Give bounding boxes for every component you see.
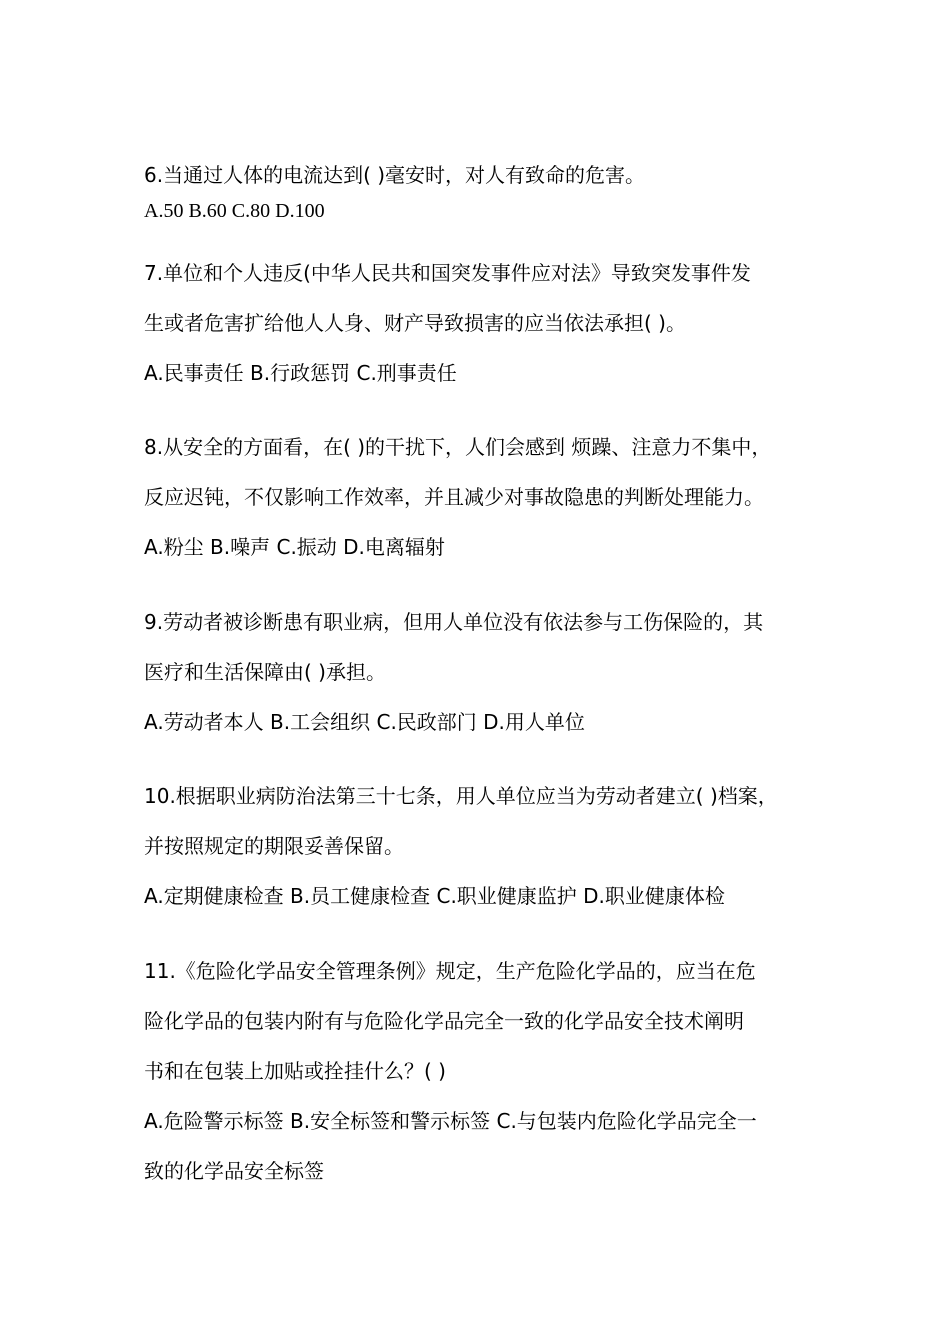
- question-options-line: A.50 B.60 C.80 D.100: [144, 200, 325, 222]
- question-options-line: A.劳动者本人 B.工会组织 C.民政部门 D.用人单位: [144, 710, 585, 734]
- question-11: [144, 946, 757, 1196]
- question-options-line: A.危险警示标签 B.安全标签和警示标签 C.与包装内危险化学品完全一: [144, 1109, 757, 1133]
- question-options-line: A.粉尘 B.噪声 C.振动 D.电离辐射: [144, 535, 445, 559]
- question-text-line: 并按照规定的期限妥善保留。: [144, 834, 404, 858]
- question-options-line: A.定期健康检查 B.员工健康检查 C.职业健康监护 D.职业健康体检: [144, 884, 725, 908]
- question-text-line: 7.单位和个人违反(中华人民共和国突发事件应对法》导致突发事件发: [144, 261, 751, 285]
- question-text-line: 10.根据职业病防治法第三十七条，用人单位应当为劳动者建立( )档案，: [144, 784, 778, 808]
- question-8: [144, 422, 771, 572]
- question-text-line: 反应迟钝，不仅影响工作效率，并且减少对事故隐患的判断处理能力。: [144, 485, 764, 509]
- question-text-line: 11.《危险化学品安全管理条例》规定，生产危险化学品的，应当在危: [144, 959, 756, 983]
- question-text-line: 险化学品的包装内附有与危险化学品完全一致的化学品安全技术阐明: [144, 1009, 744, 1033]
- question-6: [144, 150, 645, 236]
- question-options-line: 致的化学品安全标签: [144, 1159, 324, 1183]
- question-text-line: 8.从安全的方面看，在( )的干扰下，人们会感到 烦躁、注意力不集中，: [144, 435, 772, 459]
- question-text-line: 6.当通过人体的电流达到( )毫安时，对人有致命的危害。: [144, 163, 646, 187]
- question-options-line: A.民事责任 B.行政惩罚 C.刑事责任: [144, 361, 457, 385]
- question-9: [144, 597, 763, 747]
- question-text-line: 生或者危害扩给他人人身、财产导致损害的应当依法承担( )。: [144, 311, 686, 335]
- question-10: [144, 771, 778, 921]
- question-text-line: 9.劳动者被诊断患有职业病，但用人单位没有依法参与工伤保险的，其: [144, 610, 764, 634]
- question-text-line: 医疗和生活保障由( )承担。: [144, 660, 386, 684]
- question-text-line: 书和在包装上加贴或拴挂什么？( ): [144, 1059, 446, 1083]
- question-7: [144, 248, 751, 398]
